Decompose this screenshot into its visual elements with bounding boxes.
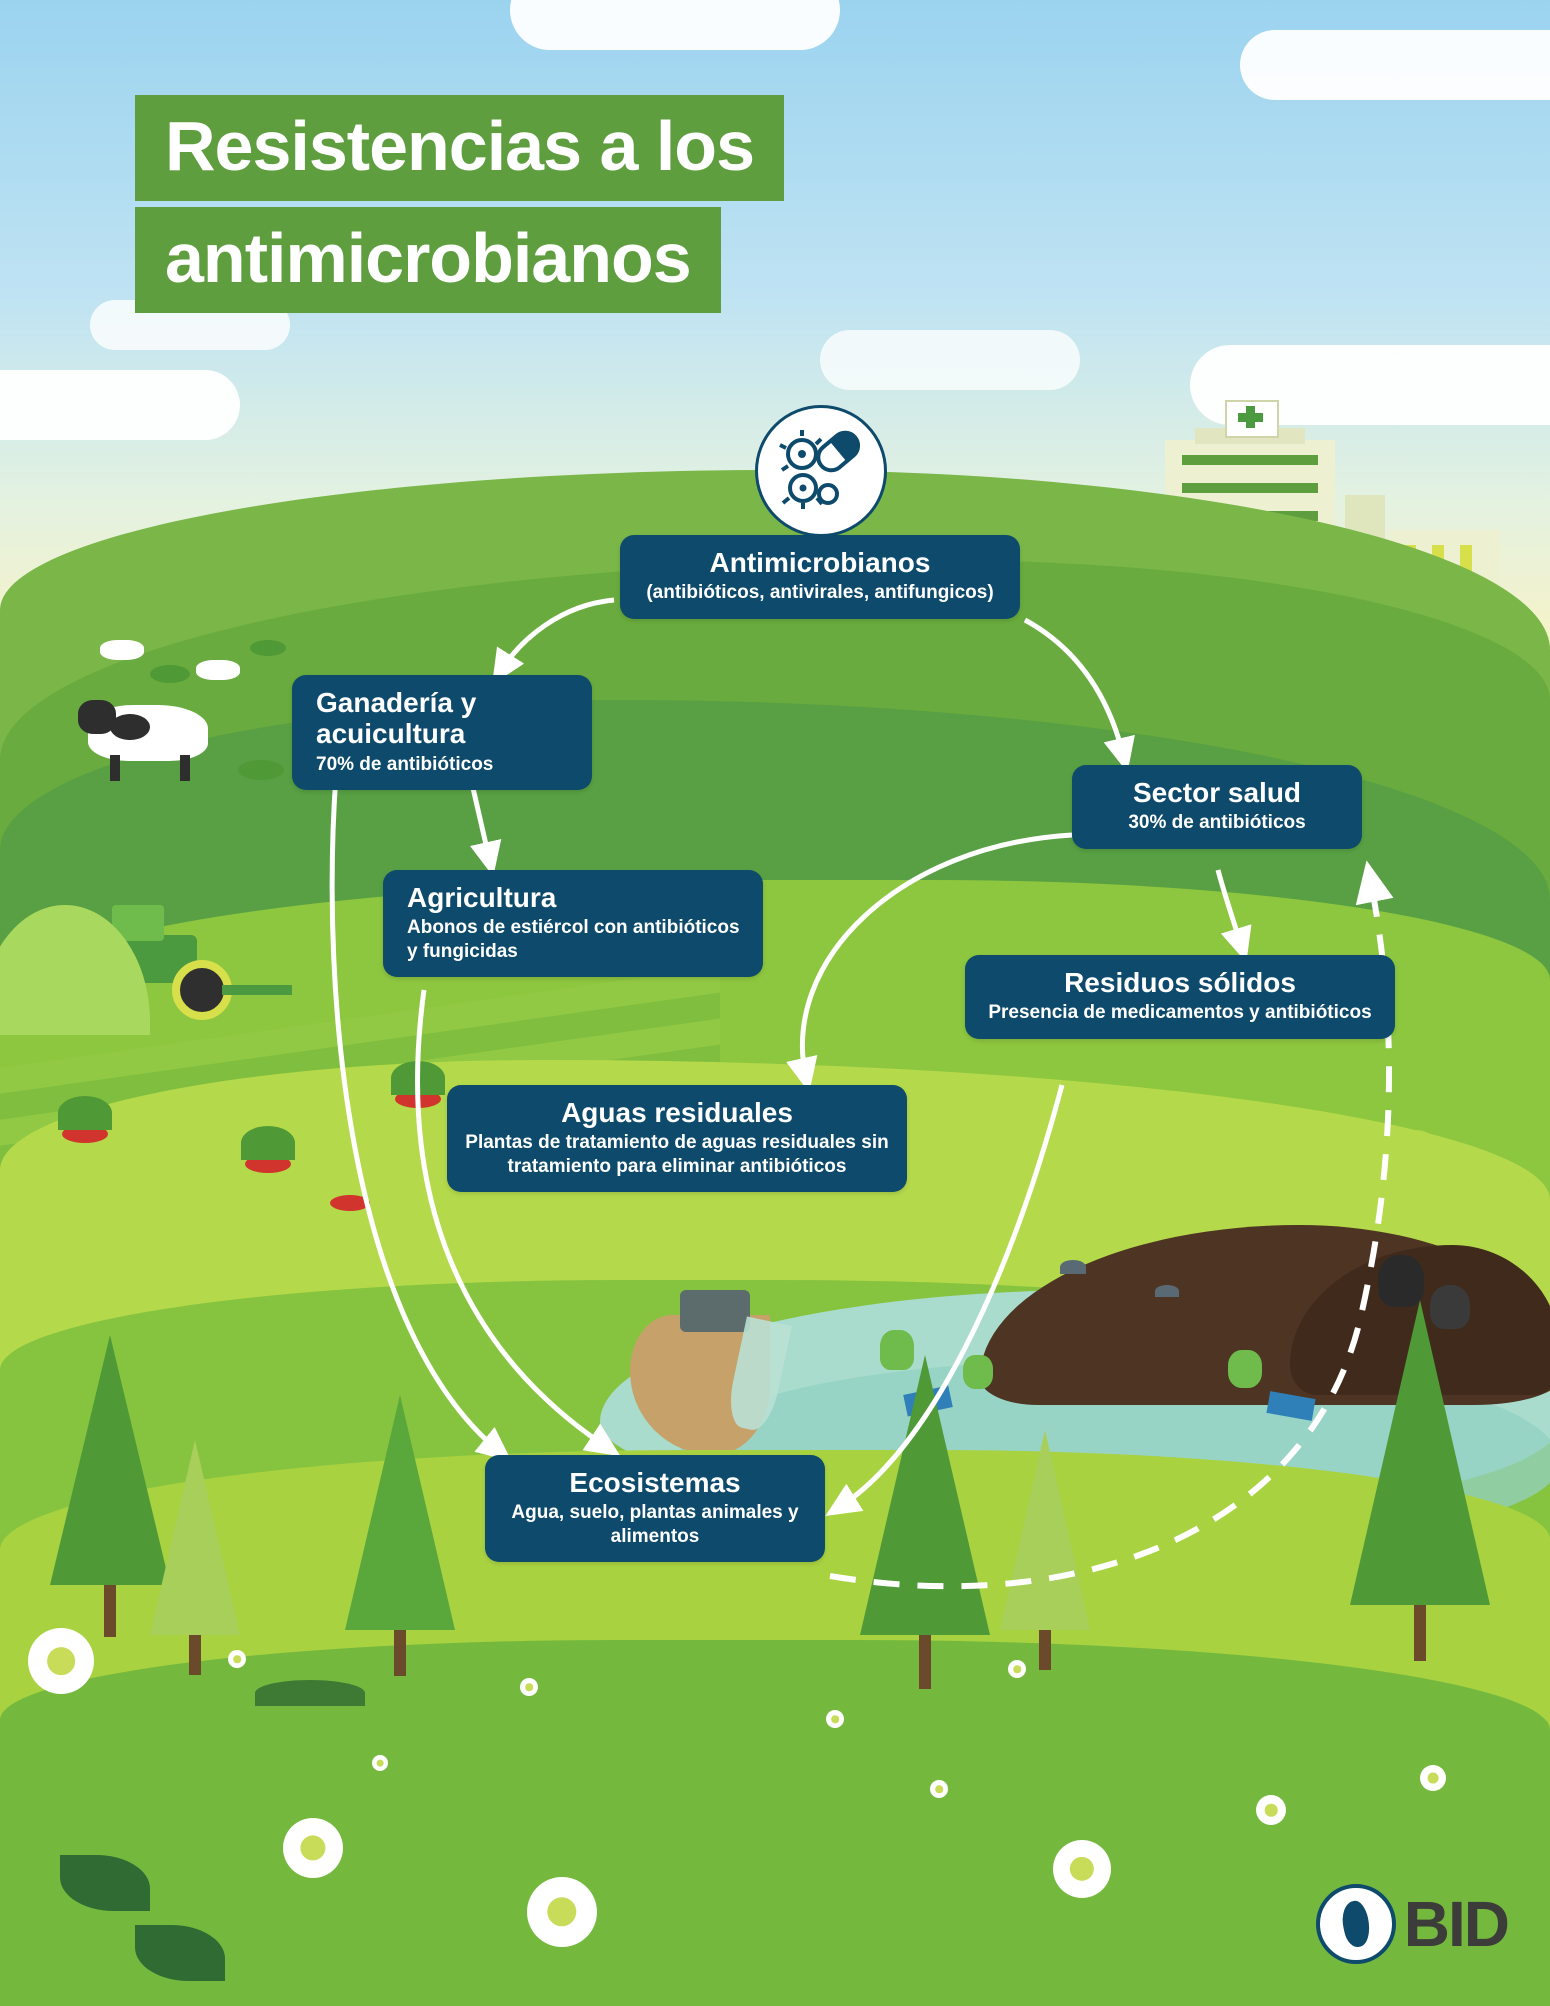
cloud-1 xyxy=(510,0,840,50)
bid-logo xyxy=(1316,1884,1508,1964)
node-agricultura-title: Agricultura xyxy=(407,882,557,913)
node-antimicrobianos-title: Antimicrobianos xyxy=(709,547,931,578)
title-line-1: Resistencias a los xyxy=(135,95,784,201)
cow-large-leg-2 xyxy=(180,755,190,781)
cow-small-1 xyxy=(100,640,144,660)
node-ecosistemas-title: Ecosistemas xyxy=(569,1467,741,1498)
node-agricultura-subtitle: Abonos de estiércol con antibióticos y fungicidas xyxy=(407,917,740,962)
grass-tuft-1 xyxy=(255,1680,365,1706)
flower-2 xyxy=(283,1818,343,1878)
node-ganaderia-acuicultura[interactable] xyxy=(292,675,592,790)
cloud-5 xyxy=(820,330,1080,390)
flower-8 xyxy=(520,1678,538,1696)
bid-logo-text: BID xyxy=(1403,1888,1508,1960)
node-sector-salud[interactable] xyxy=(1072,765,1362,849)
bush-2 xyxy=(250,640,286,656)
fume-2 xyxy=(1120,1110,1180,1210)
node-residuos-solidos[interactable] xyxy=(965,955,1395,1039)
node-sector-title: Sector salud xyxy=(1132,777,1302,808)
tree-3 xyxy=(345,1395,455,1675)
cow-large-head xyxy=(78,700,116,734)
cow-large-leg-1 xyxy=(110,755,120,781)
bush-3 xyxy=(238,760,284,780)
tree-5 xyxy=(1000,1430,1090,1670)
node-ganaderia-subtitle: 70% de antibióticos xyxy=(316,753,494,775)
tree-6 xyxy=(1350,1300,1490,1660)
fume-3 xyxy=(1390,1130,1446,1220)
node-aguas-residuales[interactable] xyxy=(447,1085,907,1192)
node-agricultura[interactable] xyxy=(383,870,763,977)
poster-title xyxy=(135,95,784,319)
node-sector-subtitle: 30% de antibióticos xyxy=(1128,812,1306,834)
node-residuos-title: Residuos sólidos xyxy=(1064,967,1296,998)
flower-12 xyxy=(372,1755,388,1771)
flower-7 xyxy=(228,1650,246,1668)
flower-10 xyxy=(1008,1660,1026,1678)
fume-1 xyxy=(1040,1140,1090,1220)
pill-and-germs-icon xyxy=(755,405,887,537)
node-residuos-subtitle: Presencia de medicamentos y antibióticos xyxy=(988,1002,1372,1024)
waste-pipe xyxy=(680,1290,750,1332)
tree-2 xyxy=(150,1440,240,1670)
node-aguas-subtitle: Plantas de tratamiento de aguas residuales sin tratamiento para eliminar antibióticos xyxy=(465,1132,889,1177)
node-aguas-title: Aguas residuales xyxy=(561,1097,793,1128)
bush-1 xyxy=(150,665,190,683)
node-antimicrobianos[interactable] xyxy=(620,535,1020,619)
node-ganaderia-title: Ganadería y acuicultura xyxy=(316,687,477,750)
flower-9 xyxy=(826,1710,844,1728)
floating-debris-3 xyxy=(1228,1350,1262,1388)
tree-4 xyxy=(860,1355,990,1685)
tractor-plow xyxy=(222,985,292,995)
flower-6 xyxy=(1420,1765,1446,1791)
flower-4 xyxy=(1053,1840,1111,1898)
crop-leaf-3 xyxy=(391,1061,445,1095)
cow-small-2 xyxy=(196,660,240,680)
node-ecosistemas-subtitle: Agua, suelo, plantas animales y alimentos xyxy=(511,1502,799,1547)
bird-1 xyxy=(1060,1260,1086,1274)
crop-leaf-1 xyxy=(58,1096,112,1130)
node-ecosistemas[interactable] xyxy=(485,1455,825,1562)
flower-3 xyxy=(527,1877,597,1947)
flower-1 xyxy=(28,1628,94,1694)
flower-11 xyxy=(930,1780,948,1798)
cloud-3 xyxy=(0,370,240,440)
crop-leaf-2 xyxy=(241,1126,295,1160)
flower-5 xyxy=(1256,1795,1286,1825)
hospital-cross-horizontal xyxy=(1238,413,1263,422)
bird-2 xyxy=(1155,1285,1179,1297)
node-antimicrobianos-subtitle: (antibióticos, antivirales, antifungicos) xyxy=(646,582,994,604)
cloud-2 xyxy=(1240,30,1550,100)
cow-large-spot xyxy=(110,714,150,740)
crop-4 xyxy=(330,1195,370,1211)
bid-droplet-icon xyxy=(1316,1884,1396,1964)
title-line-2: antimicrobianos xyxy=(135,207,721,313)
